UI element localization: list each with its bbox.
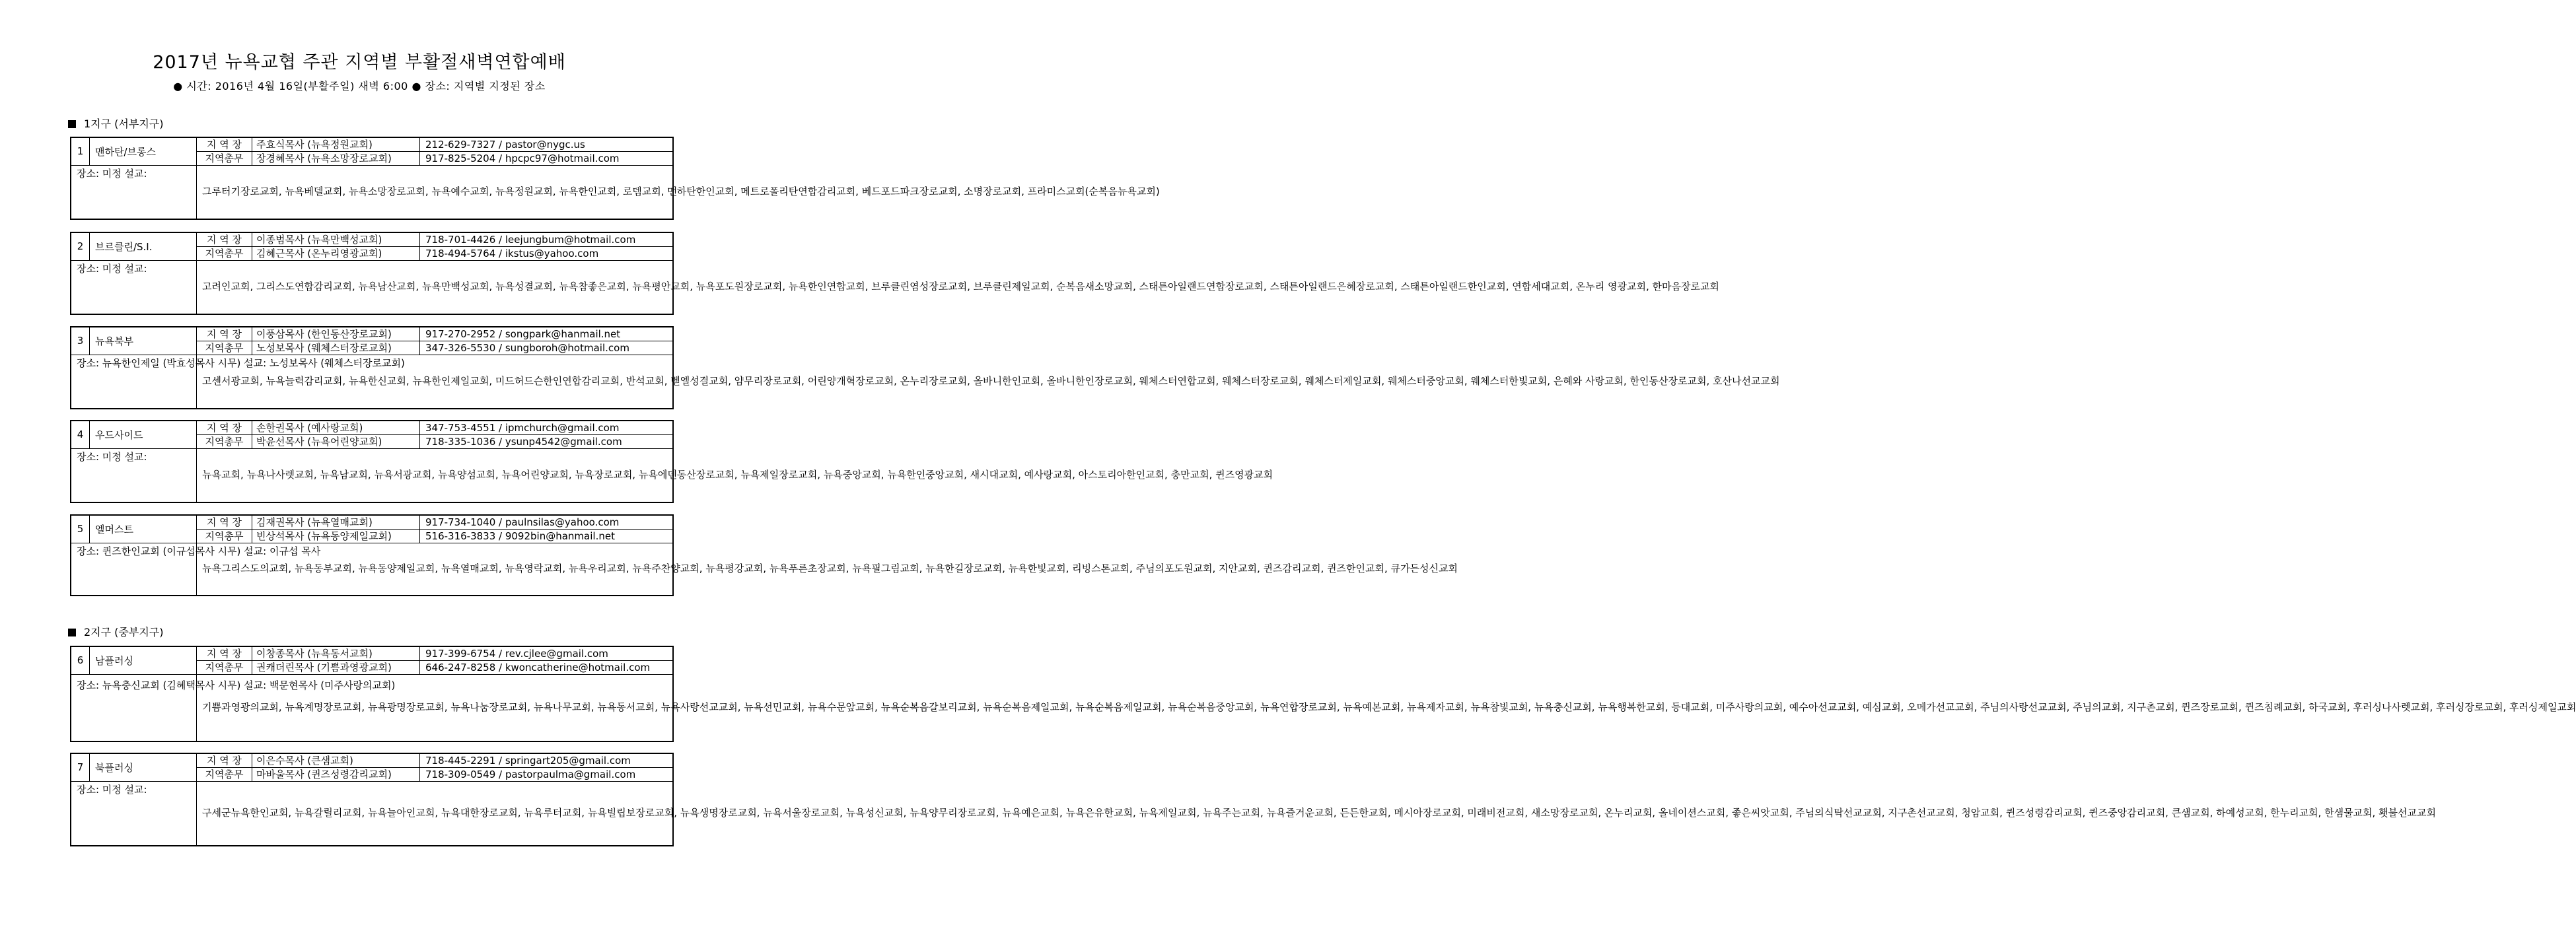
region-block-1	[70, 137, 1160, 220]
leader-role-label: 지 역 장	[197, 515, 252, 530]
section-label: 2지구 (중부지구)	[84, 626, 164, 638]
region-name: 남플러싱	[90, 646, 197, 675]
leader-name: 이은수목사 (큰샘교회)	[252, 753, 420, 768]
region-number: 3	[71, 327, 90, 355]
member-church-list: 뉴욕교회, 뉴욕나사렛교회, 뉴욕남교회, 뉴욕서광교회, 뉴욕양섬교회, 뉴욕어린양교회, 뉴욕장로교회, 뉴욕에덴동산장로교회, 뉴욕제일장로교회, 뉴욕중앙교회, 뉴욕한인중앙교회, 새시대교회, 예사랑교회, 아스토리아한인교회, 충만교회, 퀸즈영광교회	[197, 449, 674, 503]
region-number: 6	[71, 646, 90, 675]
member-church-list: 고려인교회, 그리스도연합감리교회, 뉴욕남산교회, 뉴욕만백성교회, 뉴욕성결교회, 뉴욕참좋은교회, 뉴욕평안교회, 뉴욕포도원장로교회, 뉴욕한인연합교회, 브루클린염성장로교회, 브루클린제일교회, 순복음새소망교회, 스태튼아일랜드연합장로교회, 스태튼아일랜드은혜장로교회, 스태튼아일랜드한인교회, 연합세대교회, 온누리 영광교회, 한마음장로교회	[197, 261, 674, 315]
gs-name: 김혜근목사 (온누리영광교회)	[252, 247, 420, 261]
region-number: 2	[71, 232, 90, 261]
leader-contact: 212-629-7327 / pastor@nygc.us	[420, 137, 674, 152]
gs-role-label: 지역총무	[197, 247, 252, 261]
gs-name: 노성보목사 (웨체스터장로교회)	[252, 341, 420, 355]
gs-role-label: 지역총무	[197, 341, 252, 355]
leader-name: 이풍삼목사 (한인동산장로교회)	[252, 327, 420, 341]
leader-contact: 917-270-2952 / songpark@hanmail.net	[420, 327, 674, 341]
leader-contact: 917-734-1040 / paulnsilas@yahoo.com	[420, 515, 674, 530]
place-sermon-info: 장소: 미정 설교:	[71, 449, 197, 503]
region-block-7	[70, 753, 2437, 846]
region-block-4	[70, 420, 1273, 503]
place-sermon-info: 장소: 뉴욕충신교회 (김혜택목사 시무) 설교: 백문현목사 (미주사랑의교회)	[71, 675, 197, 742]
leader-role-label: 지 역 장	[197, 137, 252, 152]
gs-contact: 917-825-5204 / hpcpc97@hotmail.com	[420, 152, 674, 166]
gs-contact: 718-309-0549 / pastorpaulma@gmail.com	[420, 768, 674, 782]
gs-name: 권캐더린목사 (기쁨과영광교회)	[252, 661, 420, 675]
page-title: 2017년 뉴욕교협 주관 지역별 부활절새벽연합예배	[153, 52, 566, 73]
square-bullet-icon	[68, 120, 76, 128]
gs-contact: 646-247-8258 / kwoncatherine@hotmail.com	[420, 661, 674, 675]
square-bullet-icon	[68, 629, 76, 636]
leader-role-label: 지 역 장	[197, 753, 252, 768]
region-name: 엘머스트	[90, 515, 197, 543]
leader-contact: 718-701-4426 / leejungbum@hotmail.com	[420, 232, 674, 247]
leader-role-label: 지 역 장	[197, 646, 252, 661]
region-number: 4	[71, 421, 90, 449]
gs-role-label: 지역총무	[197, 661, 252, 675]
section-label: 1지구 (서부지구)	[84, 118, 164, 130]
page-subtitle: ● 시간: 2016년 4월 16일(부활주일) 새벽 6:00 ● 장소: 지역별 지정된 장소	[173, 80, 546, 92]
region-name: 맨하탄/브롱스	[90, 137, 197, 166]
region-block-2	[70, 232, 1719, 315]
leader-contact: 917-399-6754 / rev.cjlee@gmail.com	[420, 646, 674, 661]
region-block-6	[70, 646, 2576, 742]
gs-role-label: 지역총무	[197, 530, 252, 543]
leader-role-label: 지 역 장	[197, 421, 252, 435]
region-name: 브르클린/S.I.	[90, 232, 197, 261]
place-sermon-info: 장소: 미정 설교:	[71, 782, 197, 846]
member-church-list: 뉴욕그리스도의교회, 뉴욕동부교회, 뉴욕동양제일교회, 뉴욕열매교회, 뉴욕영락교회, 뉴욕우리교회, 뉴욕주찬양교회, 뉴욕평강교회, 뉴욕푸른초장교회, 뉴욕필그림교회, 뉴욕한길장로교회, 뉴욕한빛교회, 리빙스톤교회, 주님의포도원교회, 지안교회, 퀸즈감리교회, 퀸즈한인교회, 큐가든성신교회	[197, 543, 674, 596]
leader-contact: 347-753-4551 / ipmchurch@gmail.com	[420, 421, 674, 435]
section-heading-district-1	[68, 116, 164, 131]
place-sermon-info: 장소: 미정 설교:	[71, 261, 197, 315]
region-name: 북플러싱	[90, 753, 197, 782]
gs-name: 장경혜목사 (뉴욕소망장로교회)	[252, 152, 420, 166]
leader-name: 주효식목사 (뉴욕정원교회)	[252, 137, 420, 152]
member-church-list: 구세군뉴욕한인교회, 뉴욕갈릴리교회, 뉴욕늘아인교회, 뉴욕대한장로교회, 뉴욕루터교회, 뉴욕빌립보장로교회, 뉴욕생명장로교회, 뉴욕서울장로교회, 뉴욕성신교회, 뉴욕양무리장로교회, 뉴욕예은교회, 뉴욕은유한교회, 뉴욕제일교회, 뉴욕주는교회, 뉴욕즐거운교회, 든든한교회, 메시아장로교회, 미래비전교회, 새소망장로교회, 온누리교회, 올네이션스교회, 좋은씨앗교회, 주님의식탁선교교회, 지구촌선교교회, 청암교회, 퀸즈성령감리교회, 퀸즈중앙감리교회, 큰샘교회, 하예성교회, 한누리교회, 한샘물교회, 횃불선교교회	[197, 782, 674, 846]
gs-role-label: 지역총무	[197, 768, 252, 782]
gs-contact: 718-335-1036 / ysunp4542@gmail.com	[420, 435, 674, 449]
gs-contact: 718-494-5764 / ikstus@yahoo.com	[420, 247, 674, 261]
leader-name: 이창종목사 (뉴욕동서교회)	[252, 646, 420, 661]
member-church-list: 그루터기장로교회, 뉴욕베델교회, 뉴욕소망장로교회, 뉴욕예수교회, 뉴욕정원교회, 뉴욕한인교회, 로뎀교회, 맨하탄한인교회, 메트로폴리탄연합감리교회, 베드포드파크장로교회, 소명장로교회, 프라미스교회(순복음뉴욕교회)	[197, 166, 674, 220]
region-name: 우드사이드	[90, 421, 197, 449]
region-number: 5	[71, 515, 90, 543]
gs-contact: 347-326-5530 / sungboroh@hotmail.com	[420, 341, 674, 355]
region-number: 1	[71, 137, 90, 166]
region-name: 뉴욕북부	[90, 327, 197, 355]
region-block-3	[70, 326, 1780, 409]
gs-name: 박윤선목사 (뉴욕어린양교회)	[252, 435, 420, 449]
place-sermon-info: 장소: 미정 설교:	[71, 166, 197, 220]
leader-name: 김재권목사 (뉴욕열매교회)	[252, 515, 420, 530]
member-church-list: 고센서광교회, 뉴욕늘력감리교회, 뉴욕한신교회, 뉴욕한인제일교회, 미드허드슨한인연합감리교회, 반석교회, 벧엘성결교회, 얌무리장로교회, 어린양개혁장로교회, 온누리장로교회, 올바니한인교회, 올바니한인장로교회, 웨체스터연합교회, 웨체스터장로교회, 웨체스터제일교회, 웨체스터중앙교회, 웨체스터한빛교회, 은혜와 사랑교회, 한인동산장로교회, 호산나선교교회	[197, 355, 674, 409]
gs-name: 빈상석목사 (뉴욕동양제일교회)	[252, 530, 420, 543]
leader-name: 손한권목사 (예사랑교회)	[252, 421, 420, 435]
gs-role-label: 지역총무	[197, 152, 252, 166]
gs-role-label: 지역총무	[197, 435, 252, 449]
region-number: 7	[71, 753, 90, 782]
leader-contact: 718-445-2291 / springart205@gmail.com	[420, 753, 674, 768]
place-sermon-info: 장소: 퀸즈한인교회 (이규섭목사 시무) 설교: 이규섭 목사	[71, 543, 197, 596]
leader-role-label: 지 역 장	[197, 232, 252, 247]
member-church-list: 기쁨과영광의교회, 뉴욕계명장로교회, 뉴욕광명장로교회, 뉴욕나눔장로교회, 뉴욕나무교회, 뉴욕동서교회, 뉴욕사랑선교교회, 뉴욕선민교회, 뉴욕수문앞교회, 뉴욕순복음갈보리교회, 뉴욕순복음제일교회, 뉴욕순복음제일교회, 뉴욕순복음중앙교회, 뉴욕연합장로교회, 뉴욕예본교회, 뉴욕제자교회, 뉴욕참빛교회, 뉴욕충신교회, 뉴욕행복한교회, 등대교회, 미주사랑의교회, 예수아선교교회, 예심교회, 오메가선교교회, 주님의사랑선교교회, 주님의교회, 지구촌교회, 퀸즈장로교회, 퀸즈침례교회, 하국교회, 후러싱나사렛교회, 후러싱장로교회, 후러싱제일교회	[197, 675, 674, 742]
region-block-5	[70, 514, 1458, 596]
leader-role-label: 지 역 장	[197, 327, 252, 341]
section-heading-district-2	[68, 624, 164, 639]
place-sermon-info: 장소: 뉴욕한인제일 (박효성목사 시무) 설교: 노성보목사 (웨체스터장로교회)	[71, 355, 197, 409]
leader-name: 이종범목사 (뉴욕만백성교회)	[252, 232, 420, 247]
gs-name: 마바울목사 (퀸즈성령감리교회)	[252, 768, 420, 782]
gs-contact: 516-316-3833 / 9092bin@hanmail.net	[420, 530, 674, 543]
